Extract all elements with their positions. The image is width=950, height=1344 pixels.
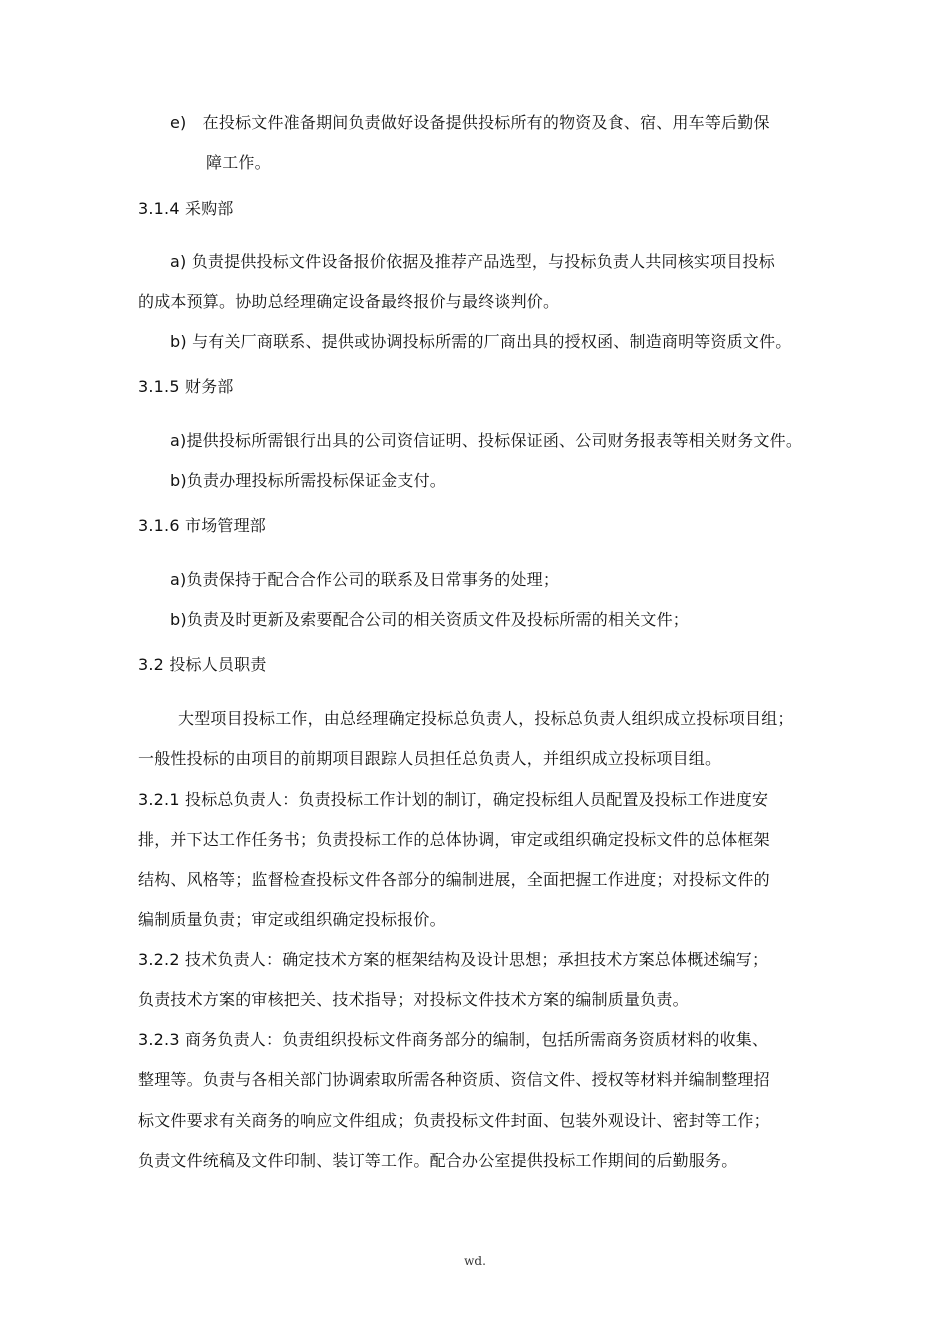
section-3-2-3-line-2: 整理等。负责与各相关部门协调索取所需各种资质、资信文件、授权等材料并编制整理招	[138, 1070, 770, 1089]
section-3-2-2-line-1: 3.2.2 技术负责人：确定技术方案的框架结构及设计思想；承担技术方案总体概述编写；	[138, 950, 769, 969]
section-3-2-1-line-2: 排，并下达工作任务书；负责投标工作的总体协调，审定或组织确定投标文件的总体框架	[138, 830, 770, 849]
finance-item-a: a)提供投标所需银行出具的公司资信证明、投标保证函、公司财务报表等相关财务文件。	[170, 431, 803, 450]
section-3-2-1-line-3: 结构、风格等；监督检查投标文件各部分的编制进展，全面把握工作进度；对投标文件的	[138, 870, 770, 889]
section-3-2-1-line-1: 3.2.1 投标总负责人：负责投标工作计划的制订，确定投标组人员配置及投标工作进度安	[138, 790, 769, 809]
section-3-2-1-line-4: 编制质量负责；审定或组织确定投标报价。	[138, 910, 446, 929]
procurement-item-b: b) 与有关厂商联系、提供或协调投标所需的厂商出具的授权函、制造商明等资质文件。	[170, 332, 792, 351]
section-3-2-3-line-1: 3.2.3 商务负责人：负责组织投标文件商务部分的编制，包括所需商务资质材料的收集、	[138, 1030, 769, 1049]
section-3-2-intro-line-2: 一般性投标的由项目的前期项目跟踪人员担任总负责人，并组织成立投标项目组。	[138, 749, 722, 768]
item-e-line-1: e) 在投标文件准备期间负责做好设备提供投标所有的物资及食、宿、用车等后勤保	[170, 113, 770, 132]
market-item-b: b)负责及时更新及索要配合公司的相关资质文件及投标所需的相关文件；	[170, 610, 689, 629]
section-3-2-intro-line-1: 大型项目投标工作，由总经理确定投标总负责人，投标总负责人组织成立投标项目组；	[178, 709, 794, 728]
section-3-2-heading: 3.2 投标人员职责	[138, 655, 267, 674]
section-3-1-5-heading: 3.1.5 财务部	[138, 377, 234, 396]
section-3-1-4-heading: 3.1.4 采购部	[138, 199, 234, 218]
section-3-1-6-heading: 3.1.6 市场管理部	[138, 516, 266, 535]
section-3-2-3-line-4: 负责文件统稿及文件印制、装订等工作。配合办公室提供投标工作期间的后勤服务。	[138, 1151, 738, 1170]
procurement-item-a-line-2: 的成本预算。协助总经理确定设备最终报价与最终谈判价。	[138, 292, 560, 311]
section-3-2-2-line-2: 负责技术方案的审核把关、技术指导；对投标文件技术方案的编制质量负责。	[138, 990, 689, 1009]
finance-item-b: b)负责办理投标所需投标保证金支付。	[170, 471, 446, 490]
market-item-a: a)负责保持于配合合作公司的联系及日常事务的处理；	[170, 570, 560, 589]
section-3-2-3-line-3: 标文件要求有关商务的响应文件组成；负责投标文件封面、包装外观设计、密封等工作；	[138, 1111, 770, 1130]
procurement-item-a-line-1: a) 负责提供投标文件设备报价依据及推荐产品选型，与投标负责人共同核实项目投标	[170, 252, 775, 271]
page-footer: wd.	[464, 1254, 486, 1268]
item-e-line-2: 障工作。	[206, 153, 271, 172]
